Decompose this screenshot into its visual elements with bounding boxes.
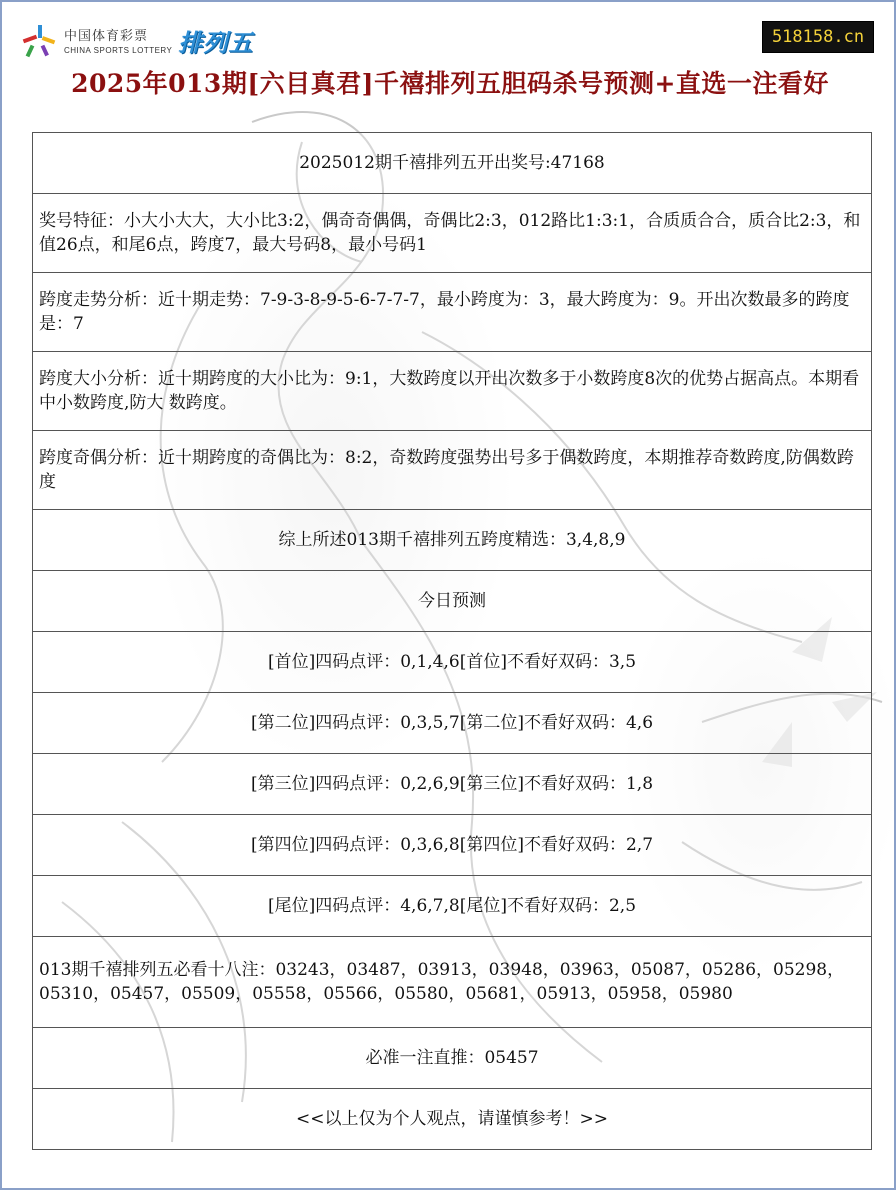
site-badge[interactable]: 518158.cn [762, 21, 874, 53]
last-draw-cell: 2025012期千禧排列五开出奖号:47168 [33, 133, 872, 194]
span-trend-cell: 跨度走势分析：近十期走势：7-9-3-8-9-5-6-7-7-7，最小跨度为：3，最大跨度为：9。开出次数最多的跨度是：7 [33, 273, 872, 352]
table-row [33, 273, 872, 352]
features-cell: 奖号特征：小大小大大，大小比3:2，偶奇奇偶偶，奇偶比2:3，012路比1:3:1，合质质合合，质合比2:3，和值26点，和尾6点，跨度7，最大号码8，最小号码1 [33, 194, 872, 273]
position-3-cell: [第三位]四码点评：0,2,6,9[第三位]不看好双码：1,8 [33, 754, 872, 815]
span-pick-cell: 综上所述013期千禧排列五跨度精选：3,4,8,9 [33, 510, 872, 571]
logo-english-text: CHINA SPORTS LOTTERY [64, 46, 173, 55]
table-row [33, 352, 872, 431]
table-row [33, 815, 872, 876]
lottery-logo [20, 20, 253, 60]
span-parity-cell: 跨度奇偶分析：近十期跨度的奇偶比为：8:2，奇数跨度强势出号多于偶数跨度，本期推荐奇数跨度,防偶数跨度 [33, 431, 872, 510]
position-2-cell: [第二位]四码点评：0,3,5,7[第二位]不看好双码：4,6 [33, 693, 872, 754]
table-row [33, 571, 872, 632]
table-row [33, 1028, 872, 1089]
direct-pick-cell: 必准一注直推：05457 [33, 1028, 872, 1089]
table-row [33, 431, 872, 510]
position-1-cell: [首位]四码点评：0,1,4,6[首位]不看好双码：3,5 [33, 632, 872, 693]
table-row [33, 632, 872, 693]
table-row [33, 693, 872, 754]
today-prediction-header: 今日预测 [33, 571, 872, 632]
table-row [33, 1089, 872, 1150]
table-row [33, 194, 872, 273]
lottery-star-logo-icon [20, 21, 58, 59]
table-row [33, 937, 872, 1028]
table-row [33, 510, 872, 571]
prediction-table [32, 132, 872, 1150]
table-row [33, 876, 872, 937]
span-size-cell: 跨度大小分析：近十期跨度的大小比为：9:1，大数跨度以开出次数多于小数跨度8次的优势占据高点。本期看中小数跨度,防大 数跨度。 [33, 352, 872, 431]
table-row [33, 133, 872, 194]
logo-game-name: 排列五 [178, 28, 254, 57]
logo-chinese-text: 中国体育彩票 [64, 29, 149, 44]
table-row [33, 754, 872, 815]
position-4-cell: [第四位]四码点评：0,3,6,8[第四位]不看好双码：2,7 [33, 815, 872, 876]
page-title: 2025年013期[六目真君]千禧排列五胆码杀号预测+直选一注看好 [71, 69, 829, 98]
position-5-cell: [尾位]四码点评：4,6,7,8[尾位]不看好双码：2,5 [33, 876, 872, 937]
disclaimer-cell: <<以上仅为个人观点，请谨慎参考！>> [33, 1089, 872, 1150]
eighteen-picks-cell: 013期千禧排列五必看十八注：03243，03487，03913，03948，03963，05087，05286，05298，05310，05457，05509，05558，05566，05580，05681，05913，05958，05980 [33, 937, 872, 1028]
